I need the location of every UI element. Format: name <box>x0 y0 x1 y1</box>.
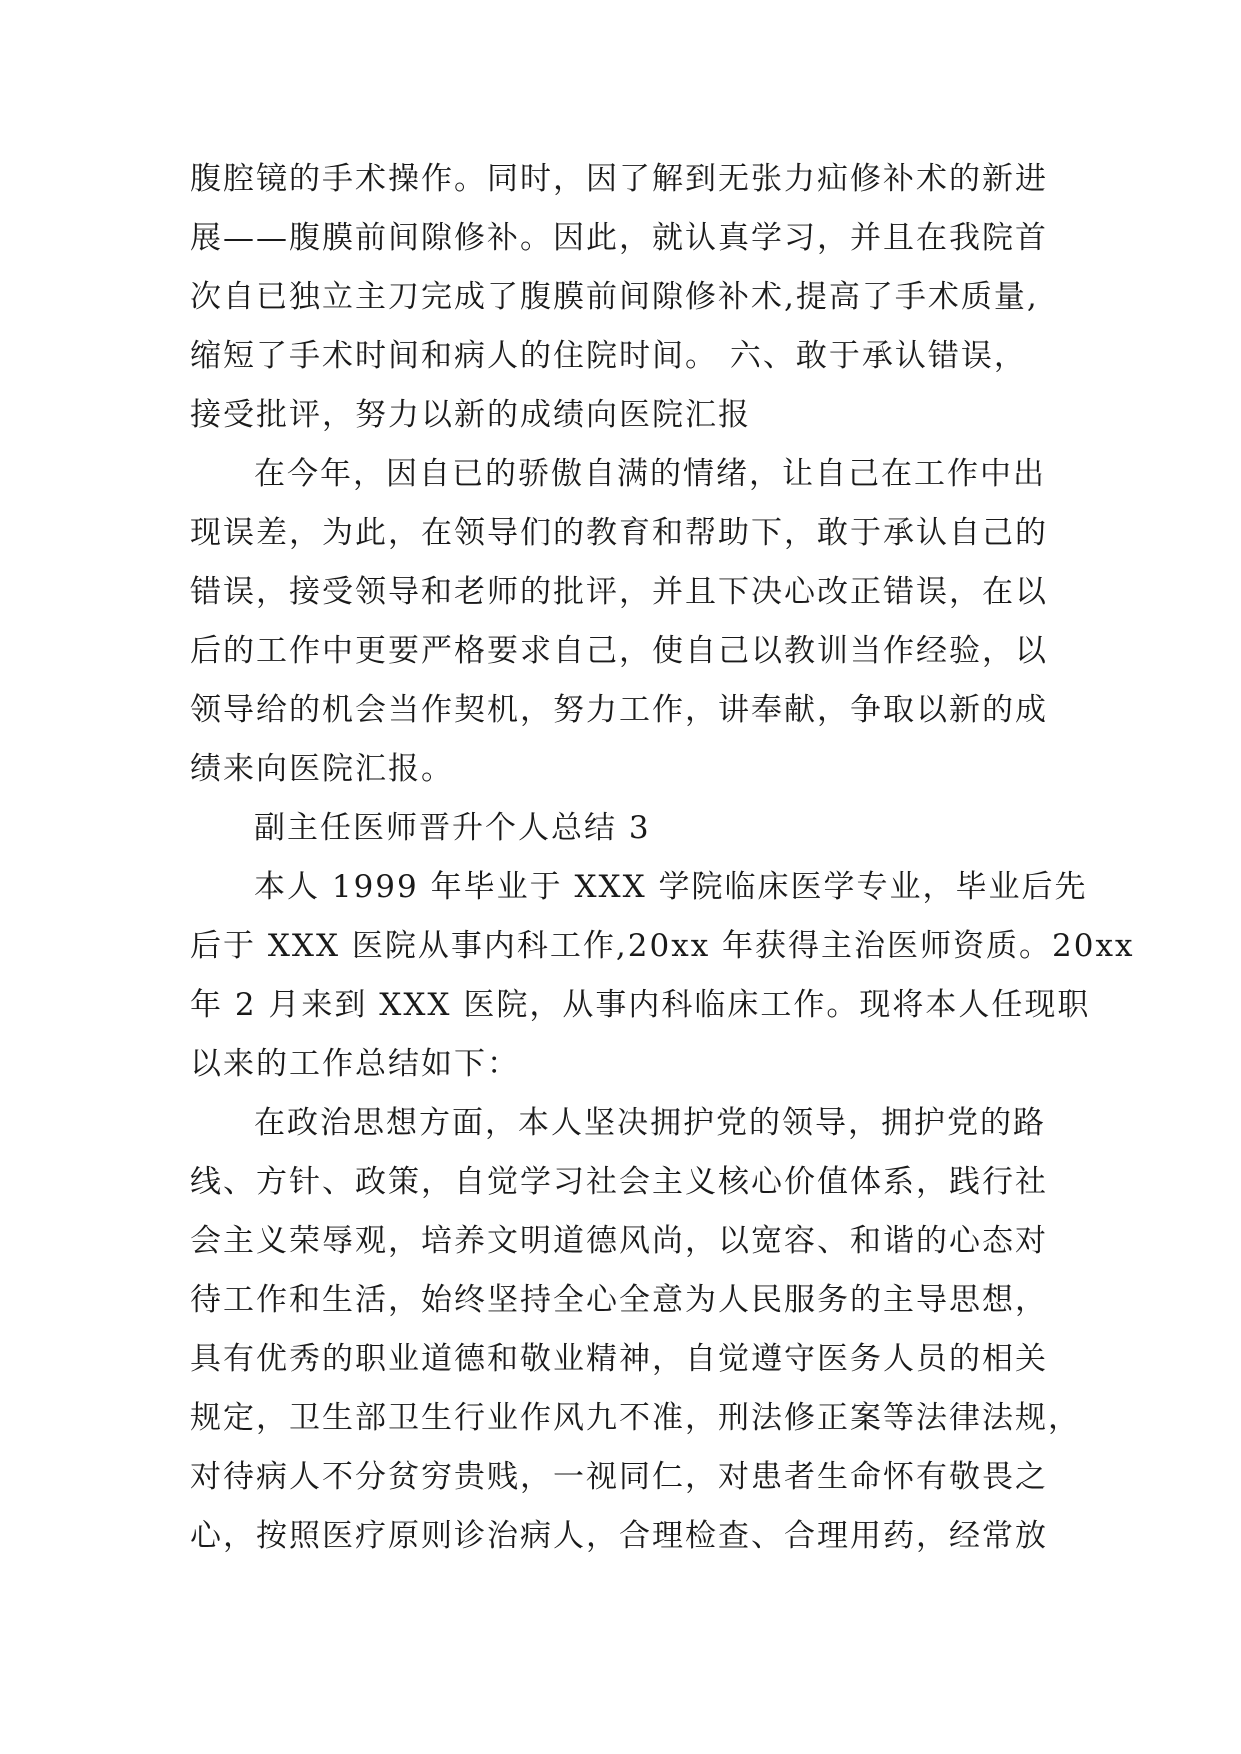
text-line: 对待病人不分贫穷贵贱，一视同仁，对患者生命怀有敬畏之 <box>190 1459 1048 1495</box>
text-line: 线、方针、政策，自觉学习社会主义核心价值体系，践行社 <box>190 1164 1048 1200</box>
paragraph-start-line: 在政治思想方面，本人坚决拥护党的领导，拥护党的路 <box>254 1105 1046 1141</box>
text-line: 心，按照医疗原则诊治病人，合理检查、合理用药，经常放 <box>190 1518 1048 1554</box>
section-heading-line: 接受批评，努力以新的成绩向医院汇报 <box>190 397 751 433</box>
text-line: 绩来向医院汇报。 <box>190 751 454 787</box>
text-line: 次自已独立主刀完成了腹膜前间隙修补术,提高了手术质量, <box>190 279 1039 315</box>
text-line: 现误差，为此，在领导们的教育和帮助下，敢于承认自己的 <box>190 515 1048 551</box>
text-line: 具有优秀的职业道德和敬业精神，自觉遵守医务人员的相关 <box>190 1341 1048 1377</box>
text-line: 会主义荣辱观，培养文明道德风尚，以宽容、和谐的心态对 <box>190 1223 1048 1259</box>
document-section-title: 副主任医师晋升个人总结 3 <box>254 810 651 846</box>
paragraph-start-line: 本人 1999 年毕业于 XXX 学院临床医学专业，毕业后先 <box>254 869 1088 905</box>
text-line: 领导给的机会当作契机，努力工作，讲奉献，争取以新的成 <box>190 692 1048 728</box>
text-line: 规定，卫生部卫生行业作风九不准，刑法修正案等法律法规， <box>190 1400 1081 1436</box>
text-line: 腹腔镜的手术操作。同时，因了解到无张力疝修补术的新进 <box>190 161 1048 197</box>
text-line: 待工作和生活，始终坚持全心全意为人民服务的主导思想， <box>190 1282 1048 1318</box>
text-line: 后的工作中更要严格要求自己，使自己以教训当作经验，以 <box>190 633 1048 669</box>
document-body <box>190 150 1135 1566</box>
text-line: 展——腹膜前间隙修补。因此，就认真学习，并且在我院首 <box>190 220 1048 256</box>
text-line: 缩短了手术时间和病人的住院时间。 六、敢于承认错误， <box>190 338 1027 374</box>
paragraph-start-line: 在今年，因自已的骄傲自满的情绪，让自己在工作中出 <box>254 456 1046 492</box>
text-line: 以来的工作总结如下： <box>190 1046 520 1082</box>
text-line: 后于 XXX 医院从事内科工作,20xx 年获得主治医师资质。20xx <box>190 928 1135 964</box>
text-line: 错误，接受领导和老师的批评，并且下决心改正错误，在以 <box>190 574 1048 610</box>
text-line: 年 2 月来到 XXX 医院，从事内科临床工作。现将本人任现职 <box>190 987 1091 1023</box>
